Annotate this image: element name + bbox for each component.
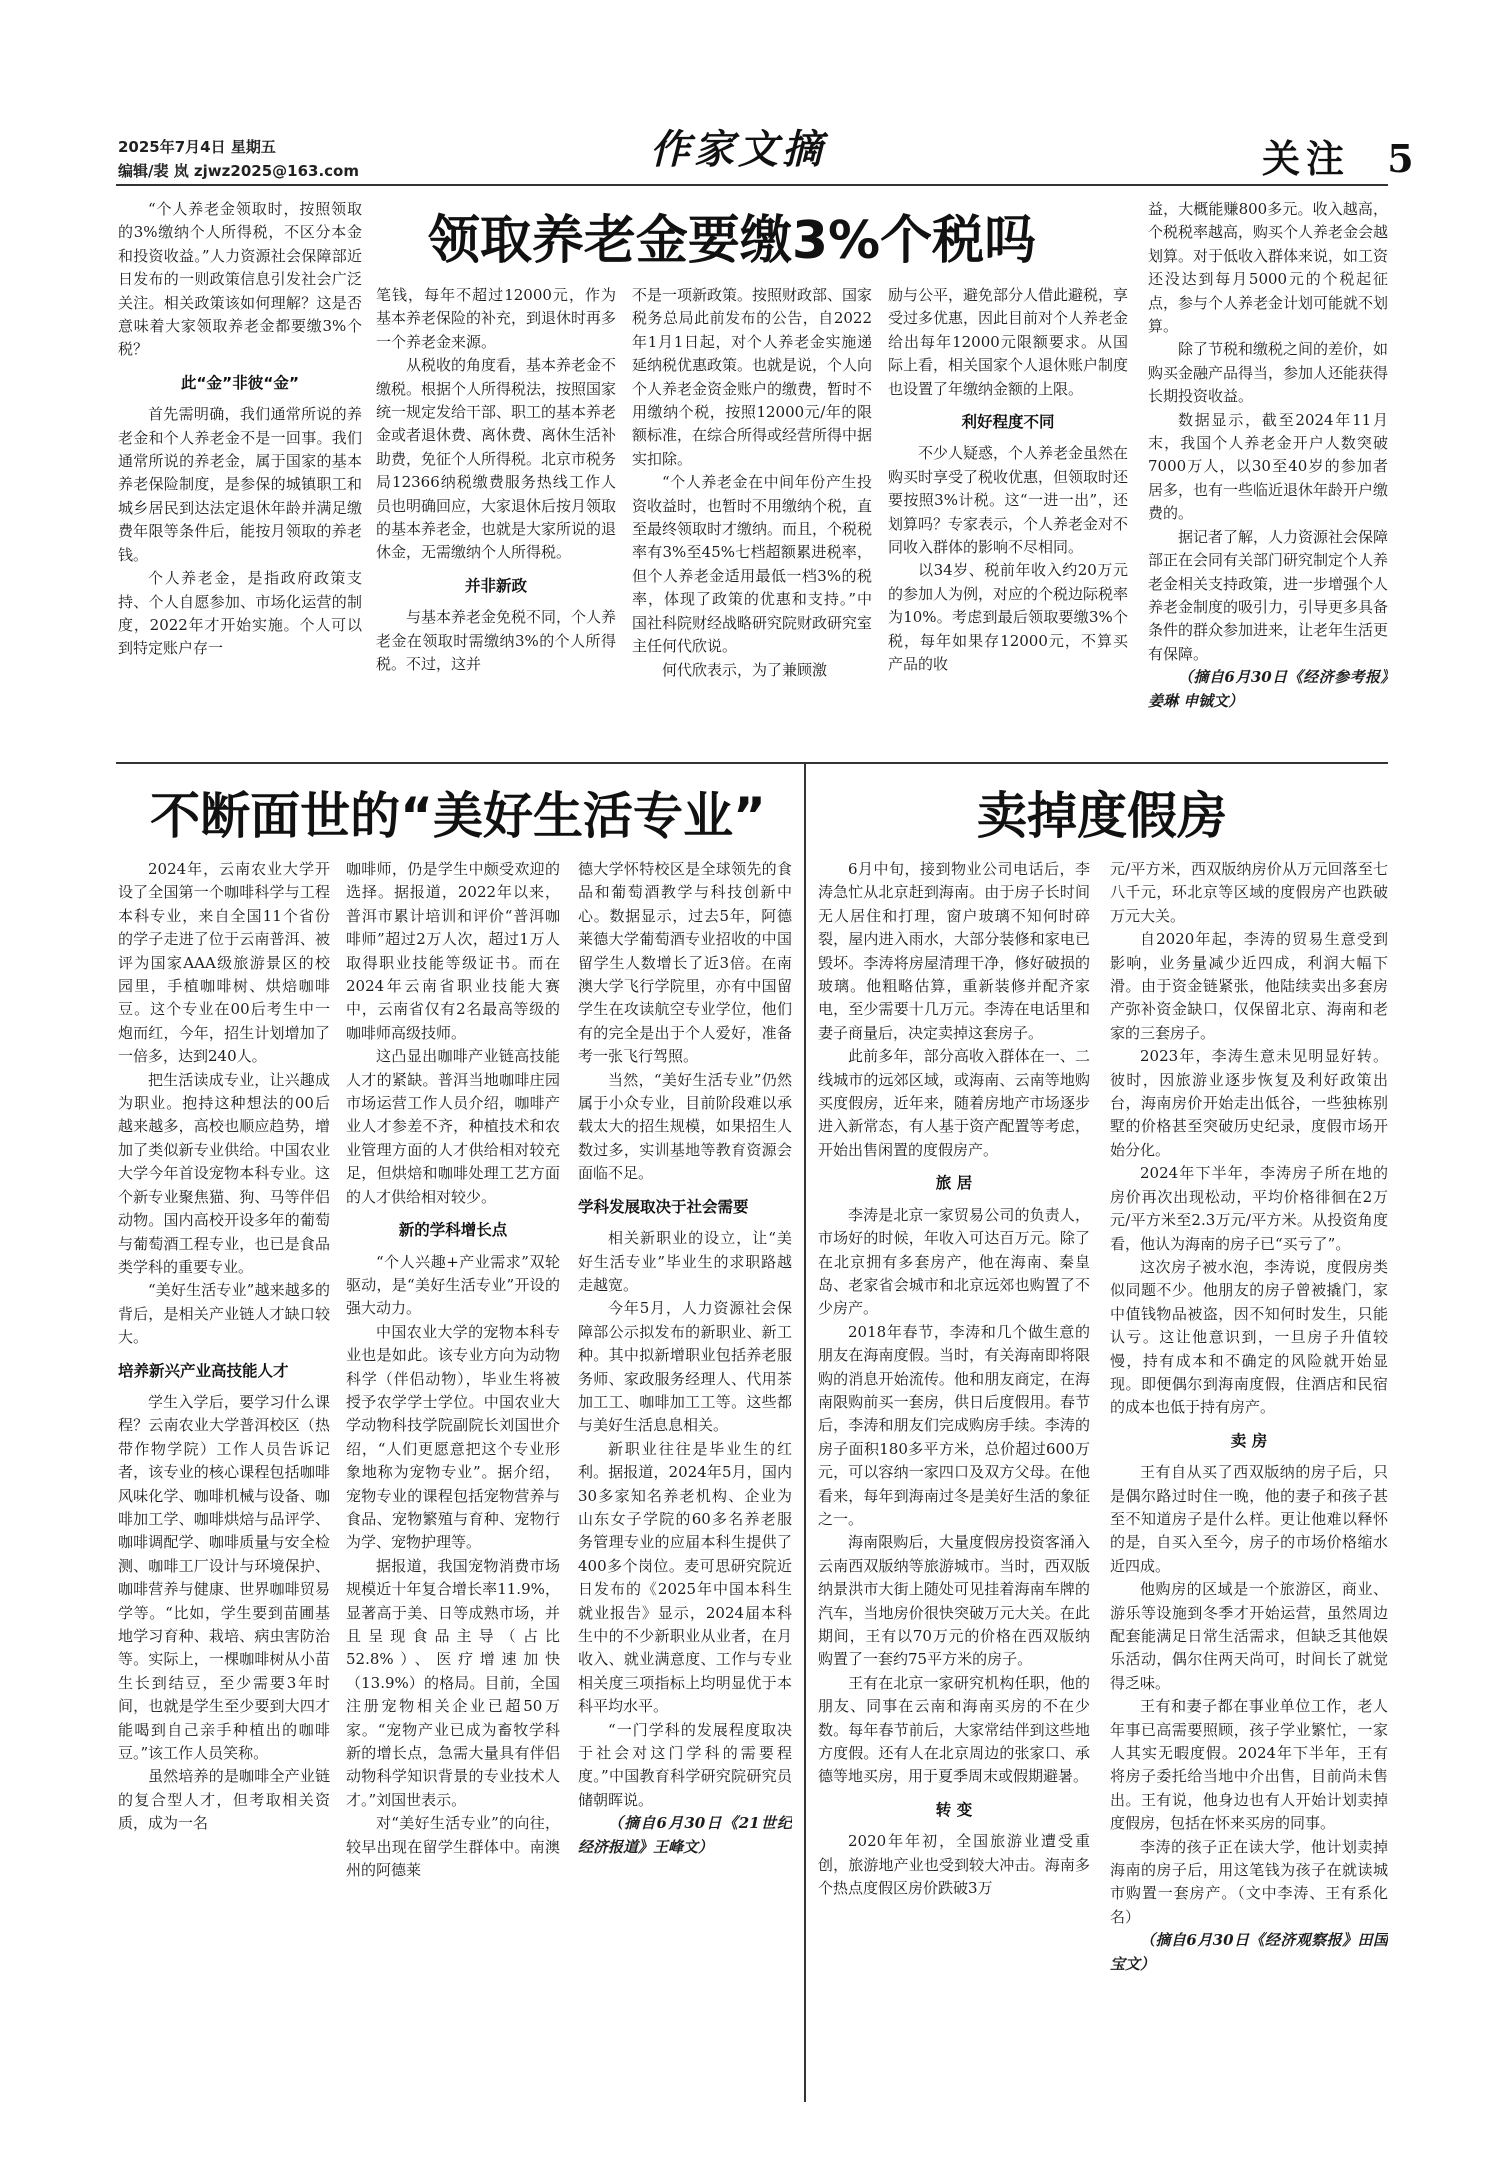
body-paragraph: 励与公平，避免部分人借此避税，享受过多优惠，因此目前对个人养老金给出每年12000元限额要求。从国际上看，相关国家个人退休账户制度也设置了年缴纳金额的上限。 [888, 286, 1128, 398]
body-paragraph: “个人养老金领取时，按照领取的3%缴纳个人所得税，不区分本金和投资收益。”人力资源社会保障部近日发布的一则政策信息引发社会广泛关注。相关政策该如何理解？这是否意味着大家领取养老金都要缴3%个税？ [118, 200, 362, 359]
body-paragraph: 数据显示，截至2024年11月末，我国个人养老金开户人数突破7000万人，以30至40岁的参加者居多，也有一些临近退休年龄开户缴费的。 [1148, 410, 1388, 523]
editor-line: 编辑/裴 岚 zjwz2025@163.com [118, 162, 359, 180]
body-paragraph: 王有和妻子都在事业单位工作，老人年事已高需要照顾，孩子学业繁忙，一家人其实无暇度假。2024年下半年，王有将房子委托给当地中介出售，目前尚未售出。王有说，他身边也有人开始计划卖掉度假房，包括在怀来买房的同事。 [1110, 1697, 1388, 1833]
column-divider [804, 762, 806, 2102]
source-credit: （摘自6月30日《21世纪经济报道》王峰文） [578, 1814, 792, 1856]
article-divider [116, 762, 1388, 764]
body-paragraph: 德大学怀特校区是全球领先的食品和葡萄酒教学与科技创新中心。数据显示，过去5年，阿德莱德大学葡萄酒专业招收的中国留学生人数增长了近3倍。在南澳大学飞行学院里，亦有中国留学生在攻读航空专业学位，他们有的完全是出于个人爱好，准备考一张飞行驾照。 [578, 860, 792, 1066]
body-paragraph: 2018年春节，李涛和几个做生意的朋友在海南度假。当时，有关海南即将限购的消息开始流传。他和朋友商定，在海南限购前买一套房，供日后度假用。春节后，李涛和朋友们完成购房手续。李涛的房子面积180多平方米，总价超过600万元，可以容纳一家四口及双方父母。在他看来，每年到海南过冬是美好生活的象征之一。 [818, 1322, 1090, 1528]
article3-column-1 [818, 858, 1090, 2094]
body-paragraph: 对“美好生活专业”的向往，较早出现在留学生群体中。南澳州的阿德莱 [346, 1814, 560, 1880]
article1-column-1 [118, 198, 362, 760]
article2-column-3 [578, 858, 792, 2094]
body-paragraph: 不少人疑惑，个人养老金虽然在购买时享受了税收优惠，但领取时还要按照3%计税。这“一进一出”，还划算吗？专家表示，个人养老金对不同收入群体的影响不尽相同。 [888, 444, 1128, 557]
body-paragraph: 当然，“美好生活专业”仍然属于小众专业，目前阶段难以承载太大的招生规模，如果招生人数过多，实训基地等教育资源会面临不足。 [578, 1070, 792, 1183]
subheading: 培养新兴产业高技能人才 [118, 1361, 289, 1380]
article1-column-2 [376, 284, 616, 760]
body-paragraph: 何代欣表示，为了兼顾激 [662, 660, 828, 679]
page-number: 5 [1387, 136, 1420, 181]
body-paragraph: 海南限购后，大量度假房投资客涌入云南西双版纳等旅游城市。当时，西双版纳景洪市大街上随处可见挂着海南车牌的汽车，当地房价很快突破万元大关。在此期间，王有以70万元的价格在西双版纳购置了一套约75平方米的房子。 [818, 1533, 1090, 1669]
article3-column-2 [1110, 858, 1388, 2094]
body-paragraph: 2020年年初，全国旅游业遭受重创，旅游地产业也受到较大冲击。海南多个热点度假区房价跌破3万 [818, 1832, 1090, 1898]
body-paragraph: 2024年下半年，李涛房子所在地的房价再次出现松动，平均价格徘徊在2万元/平方米至2.3万元/平方米。从投资角度看，他认为海南的房子已“买亏了”。 [1110, 1164, 1388, 1253]
subheading: 利好程度不同 [961, 413, 1055, 432]
body-paragraph: 相关新职业的设立，让“美好生活专业”毕业生的求职路越走越宽。 [578, 1229, 792, 1294]
article1-column-3 [632, 284, 872, 760]
body-paragraph: 除了节税和缴税之间的差价，如购买金融产品得当，参加人还能获得长期投资收益。 [1148, 340, 1388, 406]
subheading: 转 变 [935, 1800, 973, 1819]
body-paragraph: 从税收的角度看，基本养老金不缴税。根据个人所得税法，按照国家统一规定发给干部、职工的基本养老金或者退休费、离休费、离休生活补助费，免征个人所得税。北京市税务局12366纳税缴费服务热线工作人员也明确回应，大家退休后按月领取的基本养老金，也就是大家所说的退休金，无需缴纳个人所得税。 [376, 356, 616, 562]
subheading: 并非新政 [464, 576, 527, 595]
body-paragraph: 新职业往往是毕业生的红利。据报道，2024年5月，国内30多家知名养老机构、企业为山东女子学院的60多名养老服务管理专业的应届本科生提供了400多个岗位。麦可思研究院近日发布的《2025年中国本科生就业报告》显示，2024届本科生中的不少新职业从业者，在月收入、就业满意度、工作与专业相关度三项指标上均明显优于本科平均水平。 [578, 1439, 792, 1716]
article1-column-4 [888, 284, 1128, 760]
article2-column-1 [118, 858, 330, 2094]
body-paragraph: 2024年，云南农业大学开设了全国第一个咖啡科学与工程本科专业，来自全国11个省份的学子走进了位于云南普洱、被评为国家AAA级旅游景区的校园里，手植咖啡树、烘焙咖啡豆。这个专业在00后考生中一炮而红，今年，招生计划增加了一倍多，达到240人。 [118, 860, 330, 1066]
body-paragraph: 笔钱，每年不超过12000元，作为基本养老保险的补充，到退休时再多一个养老金来源。 [376, 286, 616, 351]
body-paragraph: 2023年，李涛生意未见明显好转。彼时，因旅游业逐步恢复及利好政策出台，海南房价开始走出低谷，一些独栋别墅的价格甚至突破历史纪录，度假市场开始分化。 [1110, 1047, 1388, 1159]
body-paragraph: “美好生活专业”越来越多的背后，是相关产业链人才缺口较大。 [118, 1281, 330, 1347]
body-paragraph: 中国农业大学的宠物本科专业也是如此。该专业方向为动物科学（伴侣动物），毕业生将被授予农学学士学位。中国农业大学动物科技学院副院长刘国世介绍，“人们更愿意把这个专业形象地称为宠物专业”。据介绍，宠物专业的课程包括宠物营养与食品、宠物繁殖与育种、宠物行为学、宠物护理等。 [346, 1322, 560, 1552]
body-paragraph: “一门学科的发展程度取决于社会对这门学科的需要程度。”中国教育科学研究院研究员储朝晖说。 [578, 1720, 792, 1809]
body-paragraph: 以34岁、税前年收入约20万元的参加人为例，对应的个税边际税率为10%。考虑到最后领取要缴3%个税，每年如果存12000元，不算买产品的收 [888, 561, 1128, 674]
body-paragraph: 王有自从买了西双版纳的房子后，只是偶尔路过时住一晚，他的妻子和孩子甚至不知道房子是什么样。更让他难以释怀的是，自买入至今，房子的市场价格缩水近四成。 [1110, 1463, 1388, 1575]
article-title: 卖掉度假房 [977, 787, 1227, 845]
subheading: 学科发展取决于社会需要 [578, 1197, 749, 1216]
body-paragraph: 李涛是北京一家贸易公司的负责人，市场好的时候，年收入可达百万元。除了在北京拥有多套房产，他在海南、秦皇岛、老家省会城市和北京远郊也购置了不少房产。 [818, 1205, 1090, 1318]
body-paragraph: 虽然培养的是咖啡全产业链的复合型人才，但考取相关资质，成为一名 [118, 1767, 330, 1833]
body-paragraph: 不是一项新政策。按照财政部、国家税务总局此前发布的公告，自2022年1月1日起，对个人养老金实施递延纳税优惠政策。也就是说，个人向个人养老金资金账户的缴费，暂时不用缴纳个税，按照12000元/年的限额标准，在综合所得或经营所得中据实扣除。 [632, 286, 872, 468]
body-paragraph: 今年5月，人力资源社会保障部公示拟发布的新职业、新工种。其中拟新增职业包括养老服务师、家政服务经理人、代用茶加工工、咖啡加工工等。这些都与美好生活息息相关。 [578, 1299, 792, 1435]
body-paragraph: 王有在北京一家研究机构任职，他的朋友、同事在云南和海南买房的不在少数。每年春节前后，大家常结伴到这些地方度假。还有人在北京周边的张家口、承德等地买房，用于夏季周末或假期避暑。 [818, 1673, 1090, 1786]
body-paragraph: 益，大概能赚800多元。收入越高，个税税率越高，购买个人养老金会越划算。对于低收入群体来说，如工资还没达到每月5000元的个税起征点，参与个人养老金计划可能就不划算。 [1148, 200, 1388, 336]
body-paragraph: 此前多年，部分高收入群体在一、二线城市的远郊区域，或海南、云南等地购买度假房，近年来，随着房地产市场逐步进入新常态，有人基于资产配置等考虑，开始出售闲置的度假房产。 [818, 1047, 1090, 1159]
body-paragraph: 咖啡师，仍是学生中颇受欢迎的选择。据报道，2022年以来，普洱市累计培训和评价“普洱咖啡师”超过2万人次，超过1万人取得职业技能等级证书。而在2024年云南省职业技能大赛中，云南省仅有2名最高等级的咖啡师高级技师。 [346, 860, 560, 1042]
body-paragraph: 自2020年起，李涛的贸易生意受到影响，业务量减少近四成，利润大幅下滑。由于资金链紧张，他陆续卖出多套房产弥补资金缺口，仅保留北京、海南和老家的三套房子。 [1110, 930, 1388, 1042]
subheading: 卖 房 [1230, 1431, 1268, 1450]
body-paragraph: 学生入学后，要学习什么课程？云南农业大学普洱校区（热带作物学院）工作人员告诉记者，该专业的核心课程包括咖啡风味化学、咖啡机械与设备、咖啡加工学、咖啡烘焙与品评学、咖啡调配学、咖啡质量与安全检测、咖啡工厂设计与环境保护、咖啡营养与健康、世界咖啡贸易学等。“比如，学生要到苗圃基地学习育种、栽培、病虫害防治等。实际上，一棵咖啡树从小苗生长到结豆，至少需要3年时间，也就是学生至少要到大四才能喝到自己亲手种植出的咖啡豆。”该工作人员笑称。 [118, 1392, 330, 1763]
subheading: 旅 居 [935, 1174, 973, 1193]
article2-column-2 [346, 858, 560, 2094]
issue-date: 2025年7月4日 星期五 [118, 138, 276, 156]
body-paragraph: 据报道，我国宠物消费市场规模近十年复合增长率11.9%，显著高于美、日等成熟市场，并且呈现食品主导（占比52.8%）、医疗增速加快（13.9%）的格局。目前，全国注册宠物相关企业已超50万家。“宠物产业已成为畜牧学科新的增长点，急需大量具有伴侣动物科学知识背景的专业技术人才。”刘国世表示。 [346, 1556, 560, 1809]
body-paragraph: 元/平方米，西双版纳房价从万元回落至七八千元，环北京等区域的度假房产也跌破万元大关。 [1110, 860, 1388, 925]
body-paragraph: 个人养老金，是指政府政策支持、个人自愿参加、市场化运营的制度，2022年才开始实施。个人可以到特定账户存一 [118, 569, 362, 658]
subheading: 此“金”非彼“金” [180, 373, 300, 392]
article1-column-5 [1148, 198, 1388, 760]
article-title: 不断面世的“美好生活专业” [150, 787, 766, 845]
source-credit: （摘自6月30日《经济参考报》姜琳 申铖文） [1148, 668, 1388, 710]
body-paragraph: 李涛的孩子正在读大学，他计划卖掉海南的房子后，用这笔钱为孩子在就读城市购置一套房产。（文中李涛、王有系化名） [1110, 1837, 1388, 1926]
section-name: 关注 [1262, 136, 1351, 181]
article-title: 领取养老金要缴3%个税吗 [427, 211, 1037, 271]
body-paragraph: 与基本养老金免税不同，个人养老金在领取时需缴纳3%的个人所得税。不过，这并 [376, 608, 616, 674]
body-paragraph: 把生活读成专业，让兴趣成为职业。抱持这种想法的00后越来越多，高校也顺应趋势，增加了类似新专业供给。中国农业大学今年首设宠物本科专业。这个新专业聚焦猫、狗、马等伴侣动物。国内高校开设多年的葡萄与葡萄酒工程专业，也已是食品类学科的重要专业。 [118, 1070, 330, 1276]
body-paragraph: 他购房的区域是一个旅游区，商业、游乐等设施到冬季才开始运营，虽然周边配套能满足日常生活需求，但缺乏其他娱乐活动，偶尔住两天尚可，时间长了就觉得乏味。 [1110, 1580, 1388, 1692]
body-paragraph: 6月中旬，接到物业公司电话后，李涛急忙从北京赶到海南。由于房子长时间无人居住和打理，窗户玻璃不知何时碎裂，屋内进入雨水，大部分装修和家电已毁坏。李涛将房屋清理干净，修好破损的玻璃。他粗略估算，重新装修并配齐家电，至少需要十几万元。李涛在电话里和妻子商量后，决定卖掉这套房子。 [818, 860, 1090, 1042]
body-paragraph: 这次房子被水泡，李涛说，度假房类似同题不少。他朋友的房子曾被撬门，家中值钱物品被盗，因不知何时发生，只能认亏。这让他意识到，一旦房子升值较慢，持有成本和不确定的风险就开始显现。即便偶尔到海南度假，住酒店和民宿的成本也低于持有房产。 [1110, 1257, 1388, 1417]
source-credit: （摘自6月30日《经济观察报》田国宝文） [1110, 1931, 1388, 1973]
subheading: 新的学科增长点 [398, 1221, 508, 1240]
body-paragraph: 这凸显出咖啡产业链高技能人才的紧缺。普洱当地咖啡庄园市场运营工作人员介绍，咖啡产业人才参差不齐，种植技术和农业管理方面的人才供给相对较充足，但烘焙和咖啡处理工艺方面的人才供给相对较少。 [346, 1047, 560, 1206]
body-paragraph: 首先需明确，我们通常所说的养老金和个人养老金不是一回事。我们通常所说的养老金，属于国家的基本养老保险制度，是参保的城镇职工和城乡居民到达法定退休年龄并满足缴费年限等条件后，能按月领取的养老钱。 [118, 405, 362, 564]
body-paragraph: “个人养老金在中间年份产生投资收益时，也暂时不用缴纳个税，直至最终领取时才缴纳。而且，个税税率有3%至45%七档超额累进税率，但个人养老金适用最低一档3%的税率，体现了政策的优惠和支持。”中国社科院财经战略研究院财政研究室主任何代欣说。 [632, 473, 872, 656]
newspaper-masthead: 作家文摘 [650, 126, 826, 173]
section-title [1262, 128, 1420, 183]
body-paragraph: “个人兴趣+产业需求”双轮驱动，是“美好生活专业”开设的强大动力。 [346, 1252, 560, 1318]
header-rule [116, 184, 1388, 186]
body-paragraph: 据记者了解，人力资源社会保障部正在会同有关部门研究制定个人养老金相关支持政策，进一步增强个人养老金制度的吸引力，引导更多具备条件的群众参加进来，让老年生活更有保障。 [1148, 527, 1388, 663]
